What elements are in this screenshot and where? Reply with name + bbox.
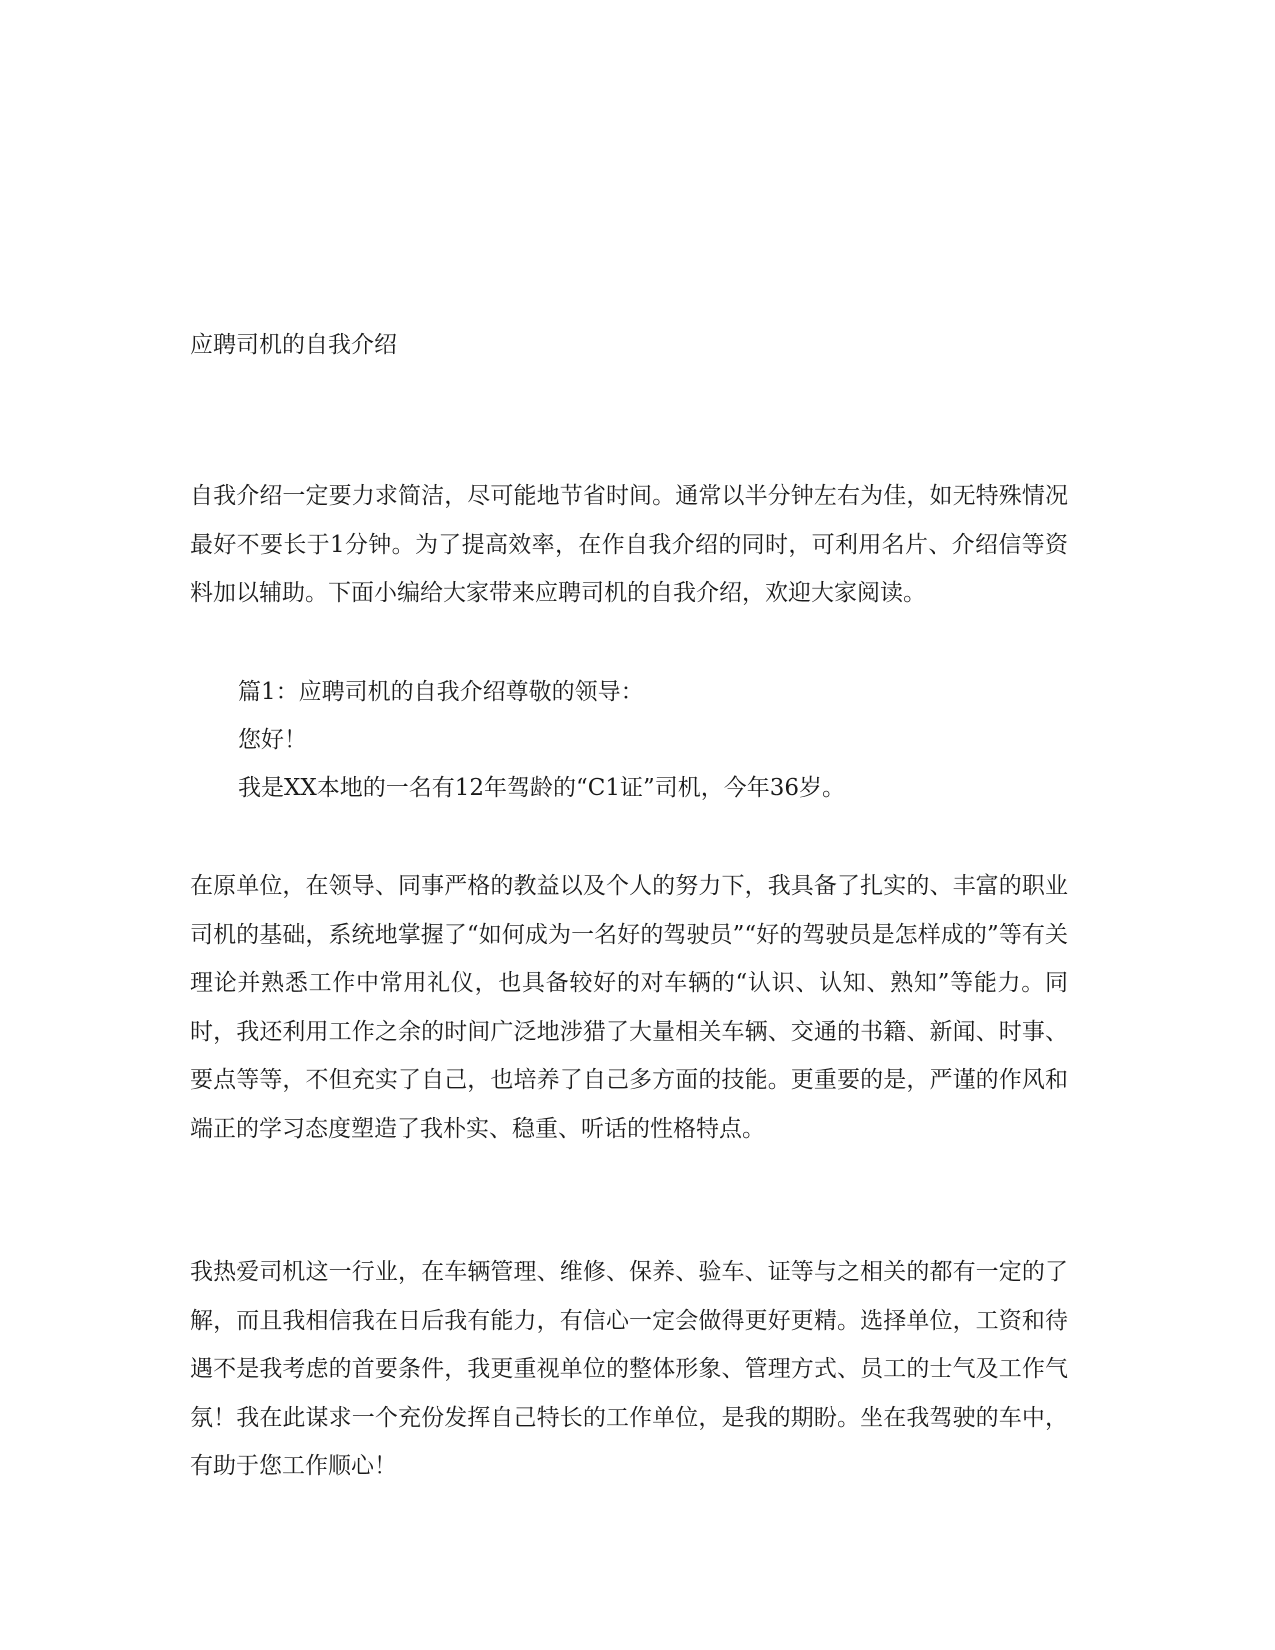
motivation-paragraph: 我热爱司机这一行业，在车辆管理、维修、保养、验车、证等与之相关的都有一定的了解，而且我相信我在日后我有能力，有信心一定会做得更好更精。选择单位，工资和待遇不是我考虑的首要条件，我更重视单位的整体形象、管理方式、员工的士气及工作气氛！我在此谋求一个充份发挥自己特长的工作单位，是我的期盼。坐在我驾驶的车中，有助于您工作顺心！ (190, 1259, 1068, 1479)
intro-paragraph: 自我介绍一定要力求简洁，尽可能地节省时间。通常以半分钟左右为佳，如无特殊情况最好不要长于1分钟。为了提高效率，在作自我介绍的同时，可利用名片、介绍信等资料加以辅助。下面小编给大家带来应聘司机的自我介绍，欢迎大家阅读。 (190, 483, 1068, 606)
section-heading: 篇1：应聘司机的自我介绍尊敬的领导： (238, 679, 644, 705)
self-intro-paragraph: 我是XX本地的一名有12年驾龄的“C1证”司机，今年36岁。 (238, 775, 846, 801)
document-title: 应聘司机的自我介绍 (190, 332, 397, 358)
greeting-paragraph: 您好！ (238, 727, 307, 753)
experience-paragraph: 在原单位，在领导、同事严格的教益以及个人的努力下，我具备了扎实的、丰富的职业司机的基础，系统地掌握了“如何成为一名好的驾驶员”“好的驾驶员是怎样成的”等有关理论并熟悉工作中常用礼仪，也具备较好的对车辆的“认识、认知、熟知”等能力。同时，我还利用工作之余的时间广泛地涉猎了大量相关车辆、交通的书籍、新闻、时事、要点等等，不但充实了自己，也培养了自己多方面的技能。更重要的是，严谨的作风和端正的学习态度塑造了我朴实、稳重、听话的性格特点。 (190, 873, 1068, 1142)
